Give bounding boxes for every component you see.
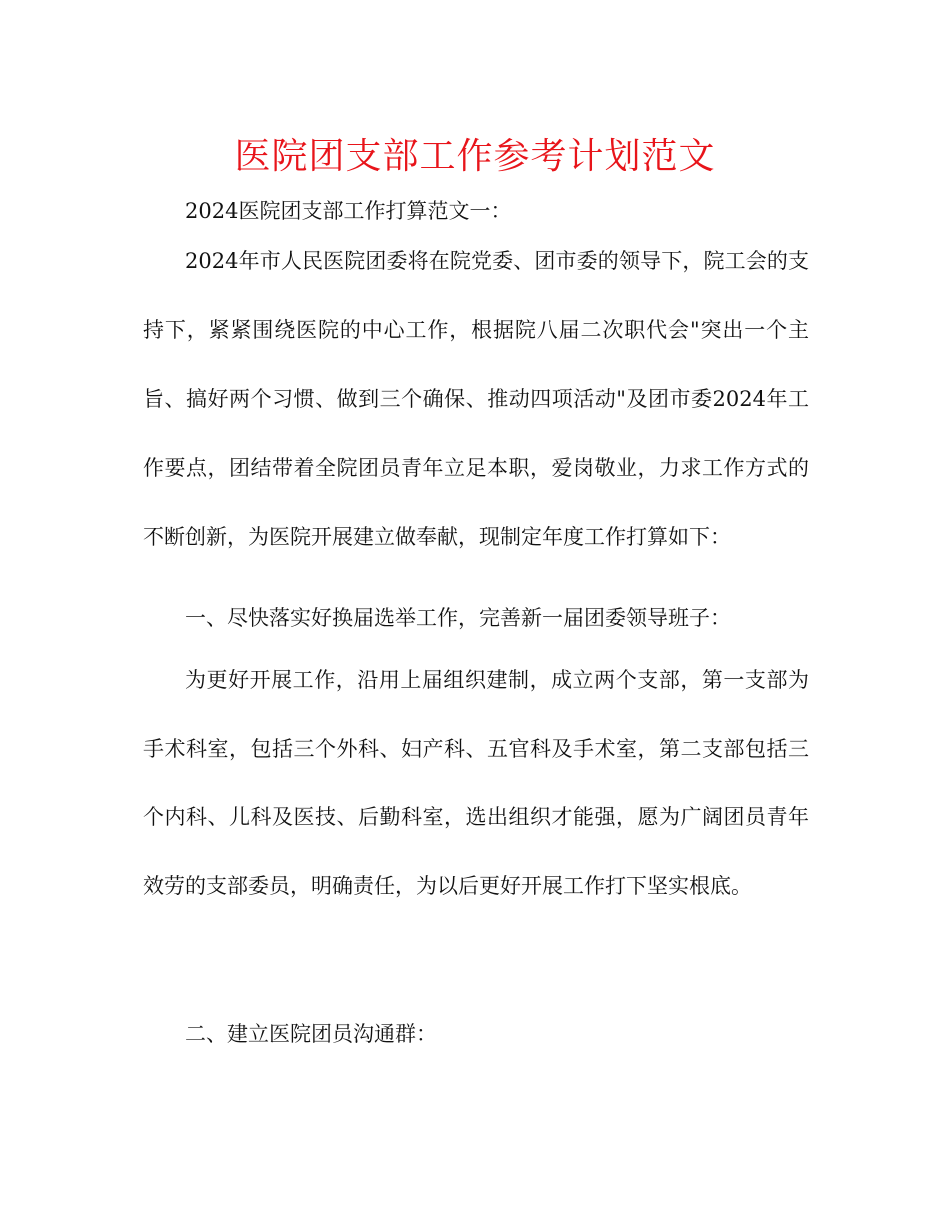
section-1-body: 为更好开展工作，沿用上届组织建制，成立两个支部，第一支部为手术科室，包括三个外科、妇产科、五官科及手术室，第二支部包括三个内科、儿科及医技、后勤科室，选出组织才能强，愿为广阔团员青年效劳的支部委员，明确责任，为以后更好开展工作打下坚实根底。 xyxy=(143,668,809,898)
main-paragraph: 2024年市人民医院团委将在院党委、团市委的领导下，院工会的支持下，紧紧围绕医院的中心工作，根据院八届二次职代会"突出一个主旨、搞好两个习惯、做到三个确保、推动四项活动"及团市委2024年工作要点，团结带着全院团员青年立足本职，爱岗敬业，力求工作方式的不断创新，为医院开展建立做奉献，现制定年度工作打算如下： xyxy=(143,249,809,549)
section-1-heading: 一、尽快落实好换届选举工作，完善新一届团委领导班子： xyxy=(185,606,731,630)
document-title: 医院团支部工作参考计划范文 xyxy=(234,136,716,177)
section-2-heading: 二、建立医院团员沟通群： xyxy=(185,1022,437,1046)
intro-paragraph: 2024医院团支部工作打算范文一： xyxy=(185,199,512,223)
